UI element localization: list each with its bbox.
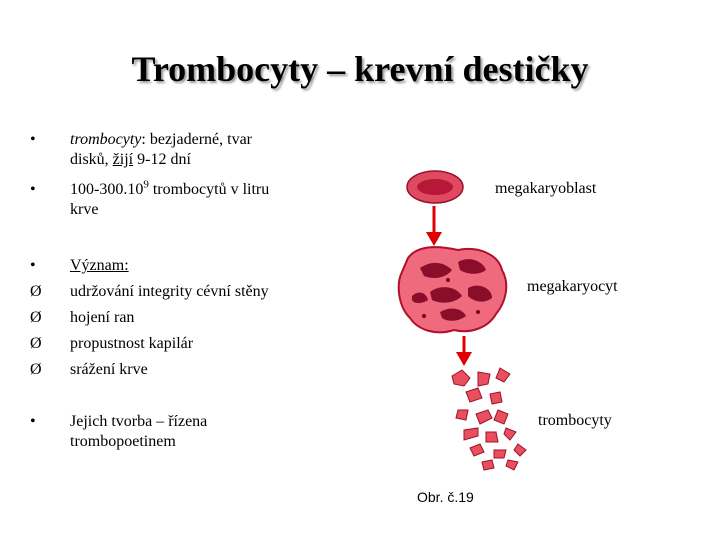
bullet-text: trombocyty: bezjaderné, tvar disků, žijí 9-12 dní bbox=[70, 131, 252, 168]
label-megakaryoblast: megakaryoblast bbox=[495, 180, 597, 197]
bullet-marker: • bbox=[30, 413, 36, 430]
label-trombocyty: trombocyty bbox=[538, 412, 612, 429]
arrow-marker: Ø bbox=[30, 309, 42, 326]
term-trombocyty: trombocyty bbox=[70, 131, 142, 148]
bullet-marker: • bbox=[30, 257, 36, 274]
megakaryocyte-cell-image bbox=[399, 247, 507, 332]
vyznam-heading: Význam: bbox=[70, 257, 129, 274]
bullet-text: Jejich tvorba – řízena trombopoetinem bbox=[70, 413, 208, 450]
bullet-marker: • bbox=[30, 181, 36, 198]
arrow-down-icon bbox=[426, 206, 442, 246]
trombocyty-fragments-image bbox=[452, 368, 526, 470]
bullet-marker: • bbox=[30, 131, 36, 148]
underlined-word: žijí bbox=[112, 151, 134, 168]
arrow-down-icon bbox=[456, 336, 472, 366]
bullet-text: 100-300.10$^9$ trombocytů v litru krve bbox=[70, 178, 270, 218]
label-megakaryocyt: megakaryocyt bbox=[527, 278, 618, 295]
slide-title: Trombocyty – krevní destičky bbox=[131, 49, 589, 89]
arrow-marker: Ø bbox=[30, 335, 42, 352]
figure-caption: Obr. č.19 bbox=[417, 489, 474, 505]
arrow-marker: Ø bbox=[30, 361, 42, 378]
megakaryoblast-cell-image bbox=[407, 171, 463, 203]
arrow-marker: Ø bbox=[30, 283, 42, 300]
